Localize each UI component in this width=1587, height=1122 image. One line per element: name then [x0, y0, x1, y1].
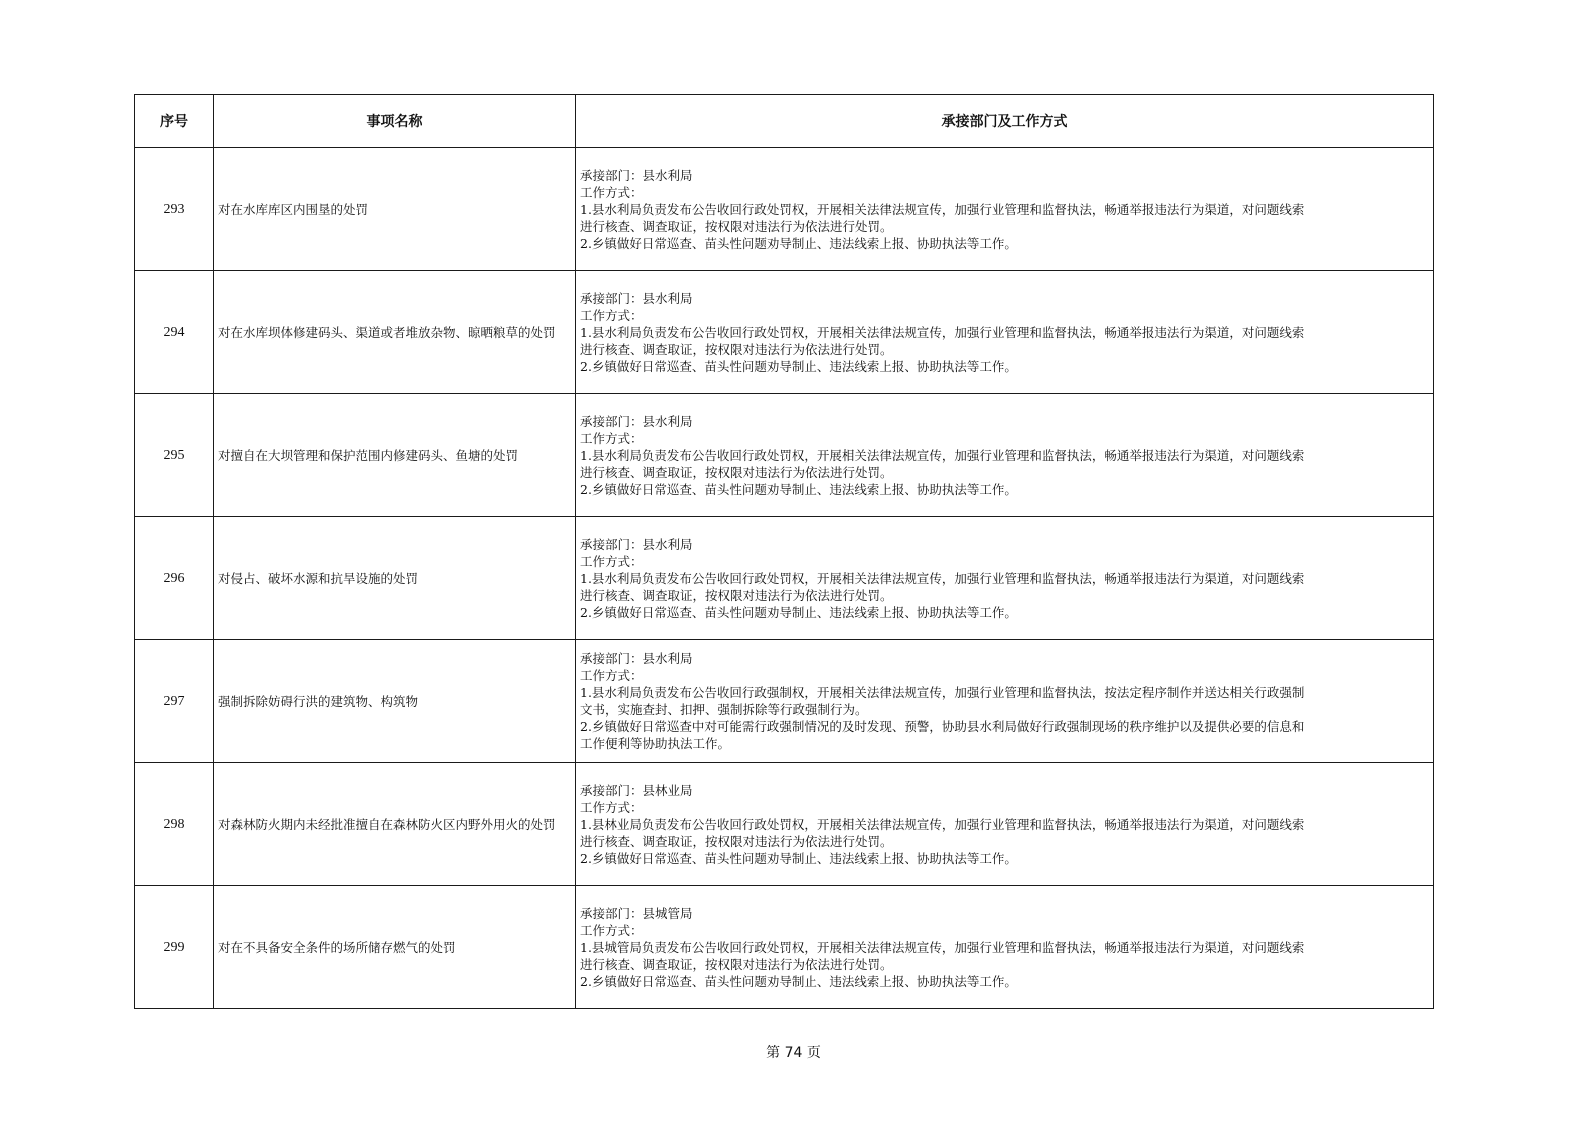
serial-number-cell: 295 — [135, 394, 214, 517]
department-and-method-cell — [576, 517, 1434, 640]
method-text-line: 1.县水利局负责发布公告收回行政处罚权，开展相关法律法规宣传，加强行业管理和监督执法，畅通举报违法行为渠道，对问题线索 — [580, 570, 1305, 586]
department-and-method-cell — [576, 271, 1434, 394]
method-text-line: 工作方式： — [580, 799, 643, 815]
serial-number-cell: 294 — [135, 271, 214, 394]
method-text-line: 文书，实施查封、扣押、强制拆除等行政强制行为。 — [580, 702, 868, 717]
department-and-method-cell — [576, 394, 1434, 517]
method-text-line: 承接部门：县林业局 — [580, 782, 693, 798]
header-item-name: 事项名称 — [214, 95, 576, 148]
method-text-line: 承接部门：县水利局 — [580, 651, 693, 666]
method-text-line: 2.乡镇做好日常巡查中对可能需行政强制情况的及时发现、预警，协助县水利局做好行政强制现场的秩序维护以及提供必要的信息和 — [580, 719, 1305, 734]
method-text-line: 进行核查、调查取证，按权限对违法行为依法进行处罚。 — [580, 956, 893, 972]
method-text-line: 进行核查、调查取证，按权限对违法行为依法进行处罚。 — [580, 464, 893, 480]
department-and-method-cell — [576, 148, 1434, 271]
matters-table — [134, 94, 1434, 1009]
department-and-method-cell — [576, 763, 1434, 886]
method-text-line: 2.乡镇做好日常巡查、苗头性问题劝导制止、违法线索上报、协助执法等工作。 — [580, 604, 1017, 620]
method-text-line: 工作方式： — [580, 184, 643, 200]
header-department-and-method: 承接部门及工作方式 — [576, 95, 1434, 148]
method-text-line: 工作方式： — [580, 553, 643, 569]
method-text-line: 工作方式： — [580, 430, 643, 446]
method-text-line: 承接部门：县水利局 — [580, 290, 693, 306]
item-name-cell: 对在不具备安全条件的场所储存燃气的处罚 — [214, 886, 576, 1009]
header-row — [135, 95, 1434, 148]
method-text-line: 进行核查、调查取证，按权限对违法行为依法进行处罚。 — [580, 587, 893, 603]
method-text-line: 承接部门：县水利局 — [580, 413, 693, 429]
table-row — [135, 517, 1434, 640]
method-text-line: 进行核查、调查取证，按权限对违法行为依法进行处罚。 — [580, 833, 893, 849]
serial-number-cell: 299 — [135, 886, 214, 1009]
item-name-cell: 对侵占、破坏水源和抗旱设施的处罚 — [214, 517, 576, 640]
method-text-line: 进行核查、调查取证，按权限对违法行为依法进行处罚。 — [580, 218, 893, 234]
item-name-cell: 对擅自在大坝管理和保护范围内修建码头、鱼塘的处罚 — [214, 394, 576, 517]
table-body — [135, 148, 1434, 1009]
table-row — [135, 763, 1434, 886]
method-text-line: 承接部门：县城管局 — [580, 905, 693, 921]
method-text-line: 2.乡镇做好日常巡查、苗头性问题劝导制止、违法线索上报、协助执法等工作。 — [580, 235, 1017, 251]
method-text-line: 1.县水利局负责发布公告收回行政处罚权，开展相关法律法规宣传，加强行业管理和监督执法，畅通举报违法行为渠道，对问题线索 — [580, 447, 1305, 463]
item-name-cell: 对森林防火期内未经批准擅自在森林防火区内野外用火的处罚 — [214, 763, 576, 886]
method-text-line: 承接部门：县水利局 — [580, 536, 693, 552]
department-and-method-cell — [576, 640, 1434, 763]
serial-number-cell: 293 — [135, 148, 214, 271]
method-text-line: 2.乡镇做好日常巡查、苗头性问题劝导制止、违法线索上报、协助执法等工作。 — [580, 973, 1017, 989]
method-text-line: 2.乡镇做好日常巡查、苗头性问题劝导制止、违法线索上报、协助执法等工作。 — [580, 850, 1017, 866]
item-name-cell: 对在水库坝体修建码头、渠道或者堆放杂物、晾晒粮草的处罚 — [214, 271, 576, 394]
item-name-cell: 强制拆除妨碍行洪的建筑物、构筑物 — [214, 640, 576, 763]
method-text-line: 工作便利等协助执法工作。 — [580, 736, 731, 751]
method-text-line: 工作方式： — [580, 307, 643, 323]
serial-number-cell: 297 — [135, 640, 214, 763]
page-number: 第 74 页 — [766, 1045, 821, 1061]
method-text-line: 工作方式： — [580, 668, 643, 683]
method-text-line: 1.县林业局负责发布公告收回行政处罚权，开展相关法律法规宣传，加强行业管理和监督执法，畅通举报违法行为渠道，对问题线索 — [580, 816, 1305, 832]
method-text-line: 进行核查、调查取证，按权限对违法行为依法进行处罚。 — [580, 341, 893, 357]
serial-number-cell: 296 — [135, 517, 214, 640]
method-text-line: 1.县城管局负责发布公告收回行政处罚权，开展相关法律法规宣传，加强行业管理和监督执法，畅通举报违法行为渠道，对问题线索 — [580, 939, 1305, 955]
table-row — [135, 271, 1434, 394]
method-text-line: 承接部门：县水利局 — [580, 167, 693, 183]
table-row — [135, 148, 1434, 271]
item-name-cell: 对在水库库区内围垦的处罚 — [214, 148, 576, 271]
method-text-line: 1.县水利局负责发布公告收回行政处罚权，开展相关法律法规宣传，加强行业管理和监督执法，畅通举报违法行为渠道，对问题线索 — [580, 324, 1305, 340]
method-text-line: 工作方式： — [580, 922, 643, 938]
header-serial-number: 序号 — [135, 95, 214, 148]
method-text-line: 2.乡镇做好日常巡查、苗头性问题劝导制止、违法线索上报、协助执法等工作。 — [580, 358, 1017, 374]
table-row — [135, 394, 1434, 517]
method-text-line: 2.乡镇做好日常巡查、苗头性问题劝导制止、违法线索上报、协助执法等工作。 — [580, 481, 1017, 497]
table-row — [135, 640, 1434, 763]
table-header — [135, 95, 1434, 148]
method-text-line: 1.县水利局负责发布公告收回行政处罚权，开展相关法律法规宣传，加强行业管理和监督执法，畅通举报违法行为渠道，对问题线索 — [580, 201, 1305, 217]
method-text-line: 1.县水利局负责发布公告收回行政强制权，开展相关法律法规宣传，加强行业管理和监督执法，按法定程序制作并送达相关行政强制 — [580, 685, 1305, 700]
department-and-method-cell — [576, 886, 1434, 1009]
serial-number-cell: 298 — [135, 763, 214, 886]
table-row — [135, 886, 1434, 1009]
